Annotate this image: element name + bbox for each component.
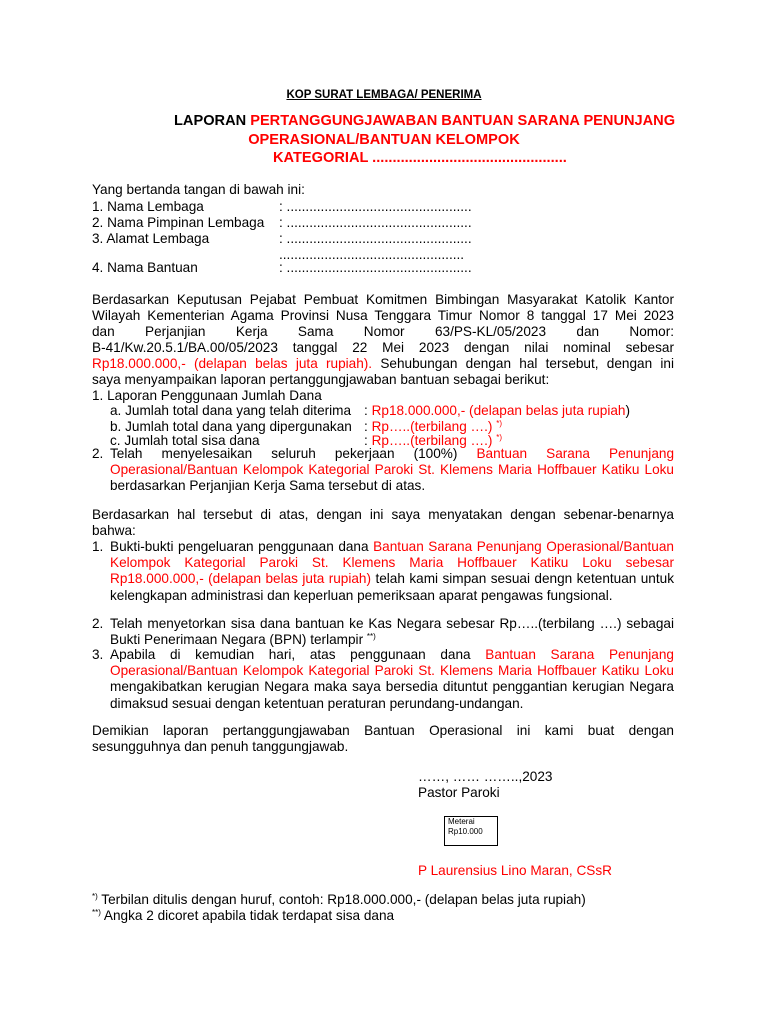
report-item-2-number: 2. [92,446,104,461]
report-title-line2: OPERASIONAL/BANTUAN KELOMPOK [248,132,520,148]
report-title-prefix: LAPORAN [174,113,251,129]
intro-text: Yang bertanda tangan di bawah ini: [92,182,305,197]
report-item-2 [110,446,674,495]
basis-line: saya menyampaikan laporan pertanggungjawaban bantuan sebagai berikut: [92,372,550,387]
nominal-amount: Rp18.000.000,- (delapan belas juta rupiah). [92,356,373,371]
report-item-1: 1. Laporan Penggunaan Jumlah Dana [92,388,322,403]
fund-value: Rp18.000.000,- (delapan belas juta rupiah [371,403,626,418]
item-text: Apabila di kemudian hari, atas penggunaan dana [110,647,486,662]
statement-intro: Berdasarkan hal tersebut di atas, dengan ini saya menyatakan dengan sebenar-benarnya bahwa: [92,507,674,539]
basis-line-rest: Sehubungan dengan hal tersebut, dengan ini [372,356,674,371]
statement-2 [110,616,674,648]
footnote-mark: **) [366,632,376,642]
fund-label: a. Jumlah total dana yang telah diterima [110,403,352,418]
report-title-red-1: PERTANGGUNGJAWABAN BANTUAN SARANA PENUNJANG [250,113,676,129]
fund-value-line [364,403,630,419]
statement-2-number: 2. [92,616,104,631]
field-value: : ................................................. [279,199,472,214]
program-name: Bantuan Sarana Penunjang Operasional/Bantuan Kelompok Kategorial Paroki St. Klemens Maria Hoffbauer Katiku Loku [110,446,675,478]
field-value: ................................................. [279,247,465,262]
item-text: Telah menyetorkan sisa dana bantuan ke Kas Negara sebesar Rp…..(terbilang ….) sebagai Bukti Penerimaan Negara (BPN) terlampir [110,616,674,648]
footnote-mark: *) [496,419,502,428]
basis-line: Berdasarkan Keputusan Pejabat Pembuat Komitmen Bimbingan Masyarakat Katolik Kantor [92,292,674,307]
footnote-text: Angka 2 dicoret apabila tidak terdapat sisa dana [100,908,395,923]
item-text: Bukti-bukti pengeluaran penggunaan dana [110,539,374,554]
basis-line: dan Perjanjian Kerja Sama Nomor 63/PS-KL/05/2023 dan Nomor: [92,324,674,339]
stamp-duty-label: Meterai [448,817,475,826]
stamp-duty-box [444,816,498,846]
statement-1 [110,539,674,604]
footnote [92,892,586,908]
footnote-mark: *) [496,433,502,442]
fund-value-tail: ) [625,403,631,418]
field-label: 3. Alamat Lembaga [92,231,210,246]
item-text: Telah menyelesaikan seluruh pekerjaan (100%) [110,446,477,461]
fund-colon: : [364,419,372,434]
basis-line [92,356,674,372]
stamp-duty-value: Rp10.000 [448,827,483,836]
item-text: mengakibatkan kerugian Negara maka saya bersedia dituntut penggantian kerugian Negara dimaksud sesuai dengan ketentuan peraturan perundang-undangan. [110,679,674,711]
field-value: : ................................................. [279,231,472,246]
closing-paragraph: Demikian laporan pertanggungjawaban Bantuan Operasional ini kami buat dengan sesungguhnya dan penuh tanggungjawab. [92,723,674,755]
report-title-line1 [174,113,675,129]
statement-1-number: 1. [92,539,104,554]
footnote-text: Terbilan ditulis dengan huruf, contoh: Rp18.000.000,- (delapan belas juta rupiah) [97,892,586,907]
field-label: 4. Nama Bantuan [92,260,198,275]
letterhead-placeholder: KOP SURAT LEMBAGA/ PENERIMA [286,89,482,101]
basis-line: Wilayah Kementerian Agama Provinsi Nusa Tenggara Timur Nomor 8 tanggal 17 Mei 2023 [92,308,674,323]
fund-colon: : [364,433,372,448]
basis-line: B-41/Kw.20.5.1/BA.00/05/2023 tanggal 22 Mei 2023 dengan nilai nominal sebesar [92,340,674,355]
report-title-line3: KATEGORIAL ................................................ [273,150,567,166]
fund-colon: : [364,403,372,418]
item-text: telah kami simpan sesuai dengn ketentuan untuk kelengkapan administrasi dan keperluan pemeriksaan aparat pengawas fungsional. [110,571,675,603]
footnote-mark: *) [92,892,98,901]
program-name: Bantuan Sarana Penunjang Operasional/Bantuan Kelompok Kategorial Paroki St. Klemens Maria Hoffbauer Katiku Loku sebesar Rp18.000.000,- (delapan belas juta rupiah) [110,539,674,587]
fund-value: Rp…..(terbilang ….) [371,419,493,434]
field-value: : ................................................. [279,260,472,275]
field-label: 2. Nama Pimpinan Lembaga [92,215,265,230]
fund-label: b. Jumlah total dana yang dipergunakan [110,419,352,434]
footnote [92,908,394,924]
statement-3-number: 3. [92,647,104,662]
signature-role: Pastor Paroki [418,785,500,800]
footnote-mark: **) [92,908,101,917]
item-text: berdasarkan Perjanjian Kerja Sama tersebut di atas. [110,478,426,494]
signature-date: ……, …… ……..,2023 [418,769,553,784]
statement-3 [110,647,674,712]
field-value: : ................................................. [279,215,472,230]
fund-label: c. Jumlah total sisa dana [110,433,260,448]
fund-value: Rp…..(terbilang ….) [371,433,493,448]
program-name: Bantuan Sarana Penunjang Operasional/Bantuan Kelompok Kategorial Paroki St. Klemens Maria Hoffbauer Katiku Loku [110,647,674,679]
field-label: 1. Nama Lembaga [92,199,204,214]
signatory-name: P Laurensius Lino Maran, CSsR [418,863,612,878]
